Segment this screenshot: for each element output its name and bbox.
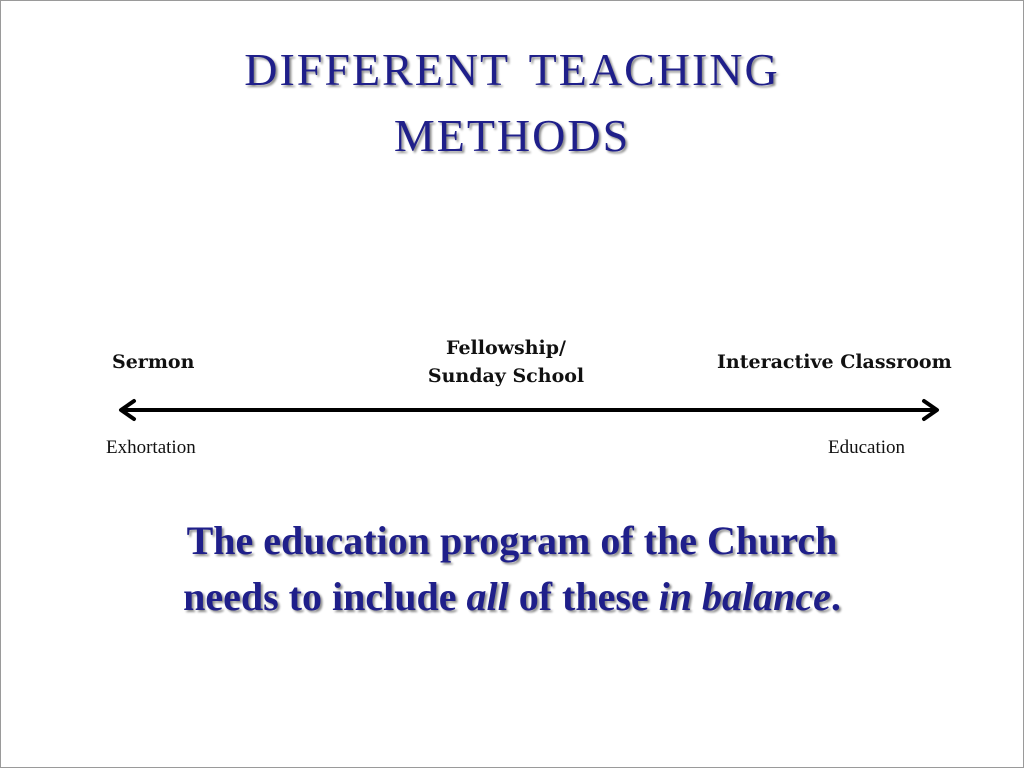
balance-message [151,513,873,625]
message-emphasis-all: all [466,574,509,619]
sermon-label: Sermon [112,351,195,373]
fellowship-label-line-1: Fellowship/ [446,337,566,359]
message-text-1: The education program of the Church needs to include [183,518,838,619]
message-emphasis-balance: in balance [658,574,831,619]
spectrum-axis [1,1,1023,767]
exhortation-label: Exhortation [106,437,196,458]
title-line-2: methods [393,93,631,166]
fellowship-label-line-2: Sunday School [427,365,585,387]
title-line-1: different teaching [244,27,780,100]
education-label: Education [828,437,906,458]
message-text-3: . [830,574,841,619]
interactive-classroom-label: Interactive Classroom [717,351,952,373]
message-text-2: of these [508,574,659,619]
